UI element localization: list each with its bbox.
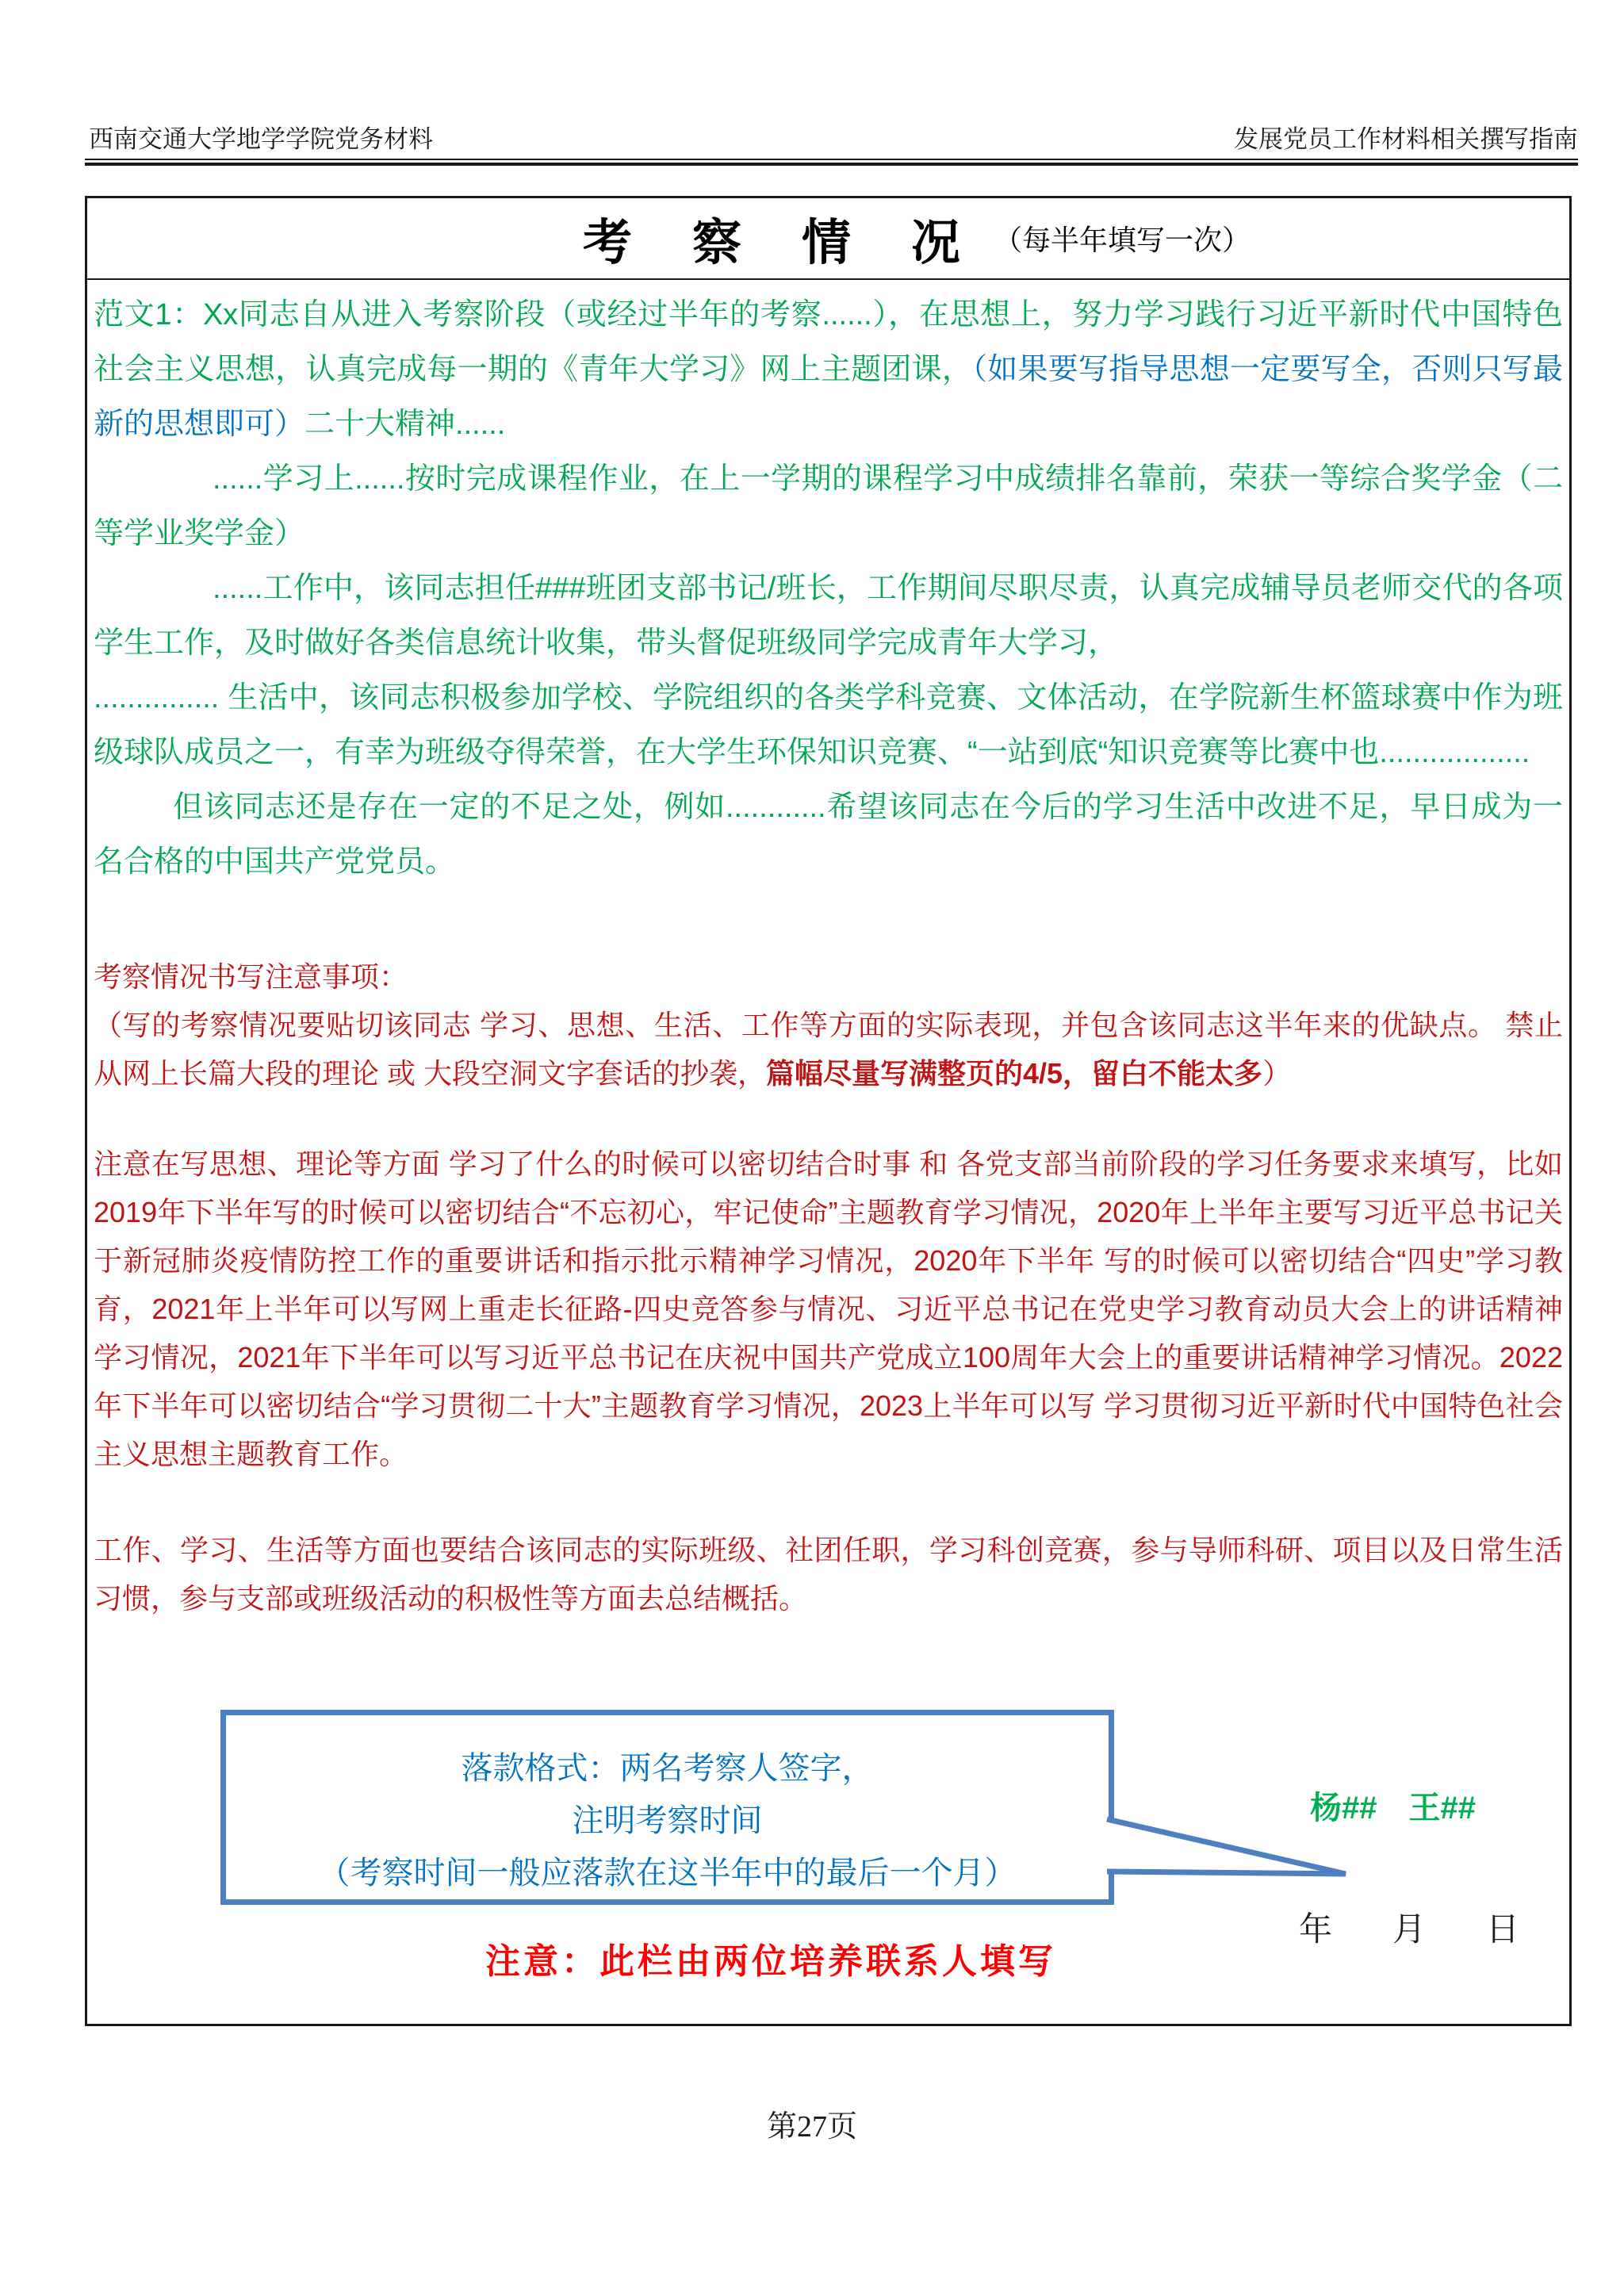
paragraph: [94, 1526, 1563, 1623]
callout-line: （考察时间一般应落款在这半年中的最后一个月）: [318, 1856, 1017, 1891]
header-divider-thick-line: [85, 163, 1578, 166]
examiner-signatures: 杨## 王##: [1310, 1791, 1476, 1826]
text-run: （如果要写指导思想一定要写全，否则只写最新的思想即可）: [94, 353, 1563, 441]
document-paragraphs: [87, 280, 1569, 1623]
form-title-row: [87, 198, 1569, 280]
signature-format-callout: [220, 1710, 1114, 1905]
paragraph: [94, 452, 1563, 561]
form-title: 考察情况: [583, 216, 1021, 270]
paragraph: [94, 780, 1563, 890]
callout-line: 落款格式：两名考察人签字，: [461, 1751, 874, 1786]
paragraph: [94, 952, 1563, 1001]
paragraph: [94, 1140, 1563, 1478]
fill-instruction-note: 注意：此栏由两位培养联系人填写: [485, 1942, 1056, 1981]
text-run: ......工作中，该同志担任###班团支部书记/班长，工作期间尽职尽责，认真完成辅导员老师交代的各项学生工作，及时做好各类信息统计收集，带头督促班级同学完成青年大学习，: [94, 572, 1563, 660]
text-run: 二十大精神......: [304, 408, 506, 441]
header-right-text: 发展党员工作材料相关撰写指南: [1234, 125, 1578, 153]
paragraph: [94, 1001, 1563, 1098]
callout-line: 注明考察时间: [572, 1803, 763, 1838]
paragraph: [94, 561, 1563, 671]
text-run: ............... 生活中，该同志积极参加学校、学院组织的各类学科竞赛、文体活动，在学院新生杯篮球赛中作为班级球队成员之一，有幸为班级夺得荣誉，在大学生环保知识竞赛、“一站到底“知识竞赛等比赛中也..................: [94, 681, 1563, 769]
header-divider-thin-line: [85, 159, 1578, 160]
text-run: ......学习上......按时完成课程作业，在上一学期的课程学习中成绩排名靠前，荣获一等综合奖学金（二等学业奖学金）: [94, 462, 1563, 550]
text-run: 注意在写思想、理论等方面 学习了什么的时候可以密切结合时事 和 各党支部当前阶段的学习任务要求来填写，比如2019年下半年写的时候可以密切结合“不忘初心，牢记使命”主题教育学习情况，2020年上半年主要写习近平总书记关于新冠肺炎疫情防控工作的重要讲话和指示批示精神学习情况，2020年下半年 写的时候可以密切结合“四史”学习教育，2021年上半年可以写网上重走长征路-四史竞答参与情况、习近平总书记在党史学习教育动员大会上的讲话精神学习情况，2021年下半年可以写习近平总书记在庆祝中国共产党成立100周年大会上的重要讲话精神学习情况。2022年下半年可以密切结合“学习贯彻二十大”主题教育学习情况，2023上半年可以写 学习贯彻习近平新时代中国特色社会主义思想主题教育工作。: [94, 1148, 1563, 1470]
paragraph: [94, 288, 1563, 452]
form-title-wrap: [583, 198, 1251, 278]
header-divider: [85, 159, 1578, 166]
form-title-frequency-note: （每半年填写一次）: [994, 224, 1251, 256]
text-run: 篇幅尽量写满整页的4/5，留白不能太多: [766, 1057, 1263, 1090]
text-run: 但该同志还是存在一定的不足之处，例如............希望该同志在今后的学习生活中改进不足，早日成为一名合格的中国共产党党员。: [94, 791, 1563, 879]
text-run: 范文1：Xx同志自从进入考察阶段（或经过半年的考察......），在思想上，努力学习践行习近平新时代中国特色社会主义思想，认真完成每一期的《青年大学习》网上主题团课，: [94, 298, 1563, 386]
date-line: 年 月 日: [1299, 1912, 1534, 1948]
page-header: [89, 119, 1578, 155]
page-number: 第27页: [766, 2110, 857, 2144]
paragraph: [94, 671, 1563, 780]
text-run: ）: [1262, 1057, 1292, 1090]
header-left-text: 西南交通大学地学学院党务材料: [89, 125, 433, 153]
text-run: 工作、学习、生活等方面也要结合该同志的实际班级、社团任职，学习科创竞赛，参与导师科研、项目以及日常生活习惯，参与支部或班级活动的积极性等方面去总结概括。: [94, 1534, 1563, 1615]
text-run: 考察情况书写注意事项：: [94, 960, 408, 993]
text-run: （写的考察情况要贴切该同志 学习、思想、生活、工作等方面的实际表现，并包含该同志这半年来的优缺点。 禁止从网上长篇大段的理论 或 大段空洞文字套话的抄袭，: [94, 1009, 1563, 1090]
callout-lines: [226, 1742, 1109, 1899]
